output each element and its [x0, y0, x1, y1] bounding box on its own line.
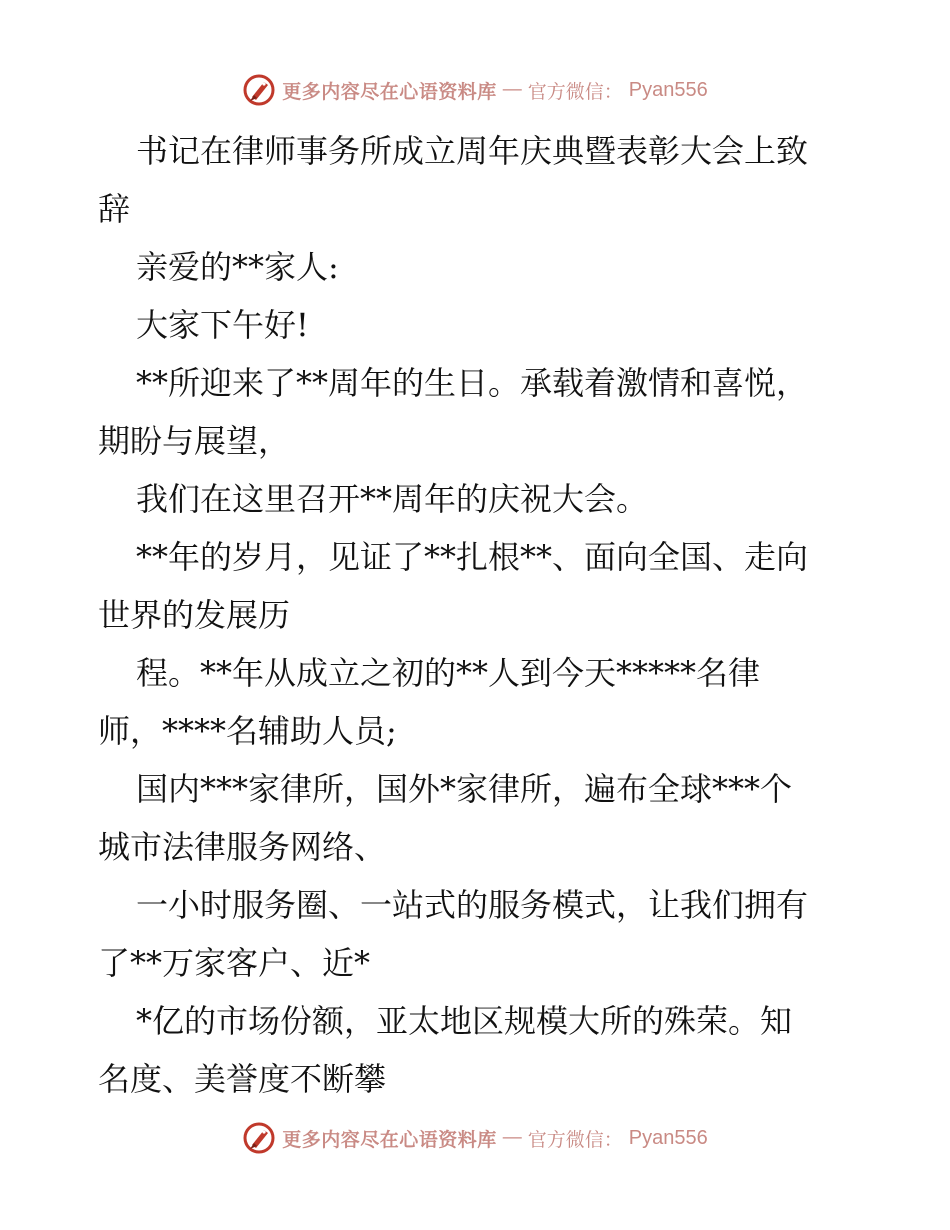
text-line: 期盼与展望，: [98, 422, 291, 460]
header-watermark: [0, 70, 950, 110]
text-line: 辞: [98, 190, 131, 228]
footer-watermark: [0, 1118, 950, 1158]
pen-nib-logo-icon: [242, 73, 276, 107]
text-line: 大家下午好!: [136, 306, 309, 344]
watermark-site-name: 更多内容尽在心语资料库: [282, 80, 497, 103]
text-line: 城市法律服务网络、: [98, 828, 387, 866]
pen-nib-logo-icon: [242, 1121, 276, 1155]
text-line: 师，****名辅助人员;: [98, 712, 397, 750]
watermark-site-name: 更多内容尽在心语资料库: [282, 1128, 497, 1151]
text-line: 世界的发展历: [98, 596, 291, 634]
document-body: [98, 122, 858, 1108]
text-line: *亿的市场份额，亚太地区规模大所的殊荣。知: [136, 1002, 793, 1040]
text-line: 名度、美誉度不断攀: [98, 1060, 387, 1098]
watermark-wechat-label: 官方微信：: [527, 1128, 623, 1151]
text-line: 国内***家律所，国外*家律所，遍布全球***个: [136, 770, 793, 808]
text-line: **年的岁月，见证了**扎根**、面向全国、走向: [136, 538, 809, 576]
text-line: 亲爱的**家人:: [136, 248, 339, 286]
watermark-wechat-id: Pyan556: [628, 78, 708, 101]
watermark-wechat-id: Pyan556: [628, 1126, 708, 1149]
text-line: 一小时服务圈、一站式的服务模式，让我们拥有: [136, 886, 809, 924]
watermark-wechat-label: 官方微信：: [527, 80, 623, 103]
text-line: 我们在这里召开**周年的庆祝大会。: [136, 480, 649, 518]
watermark-dash: —: [502, 1127, 522, 1148]
text-line: 了**万家客户、近*: [98, 944, 371, 982]
watermark-dash: —: [502, 79, 522, 100]
text-line: 程。**年从成立之初的**人到今天*****名律: [136, 654, 761, 692]
text-line: 书记在律师事务所成立周年庆典暨表彰大会上致: [136, 132, 809, 170]
text-line: **所迎来了**周年的生日。承载着激情和喜悦，: [136, 364, 809, 402]
